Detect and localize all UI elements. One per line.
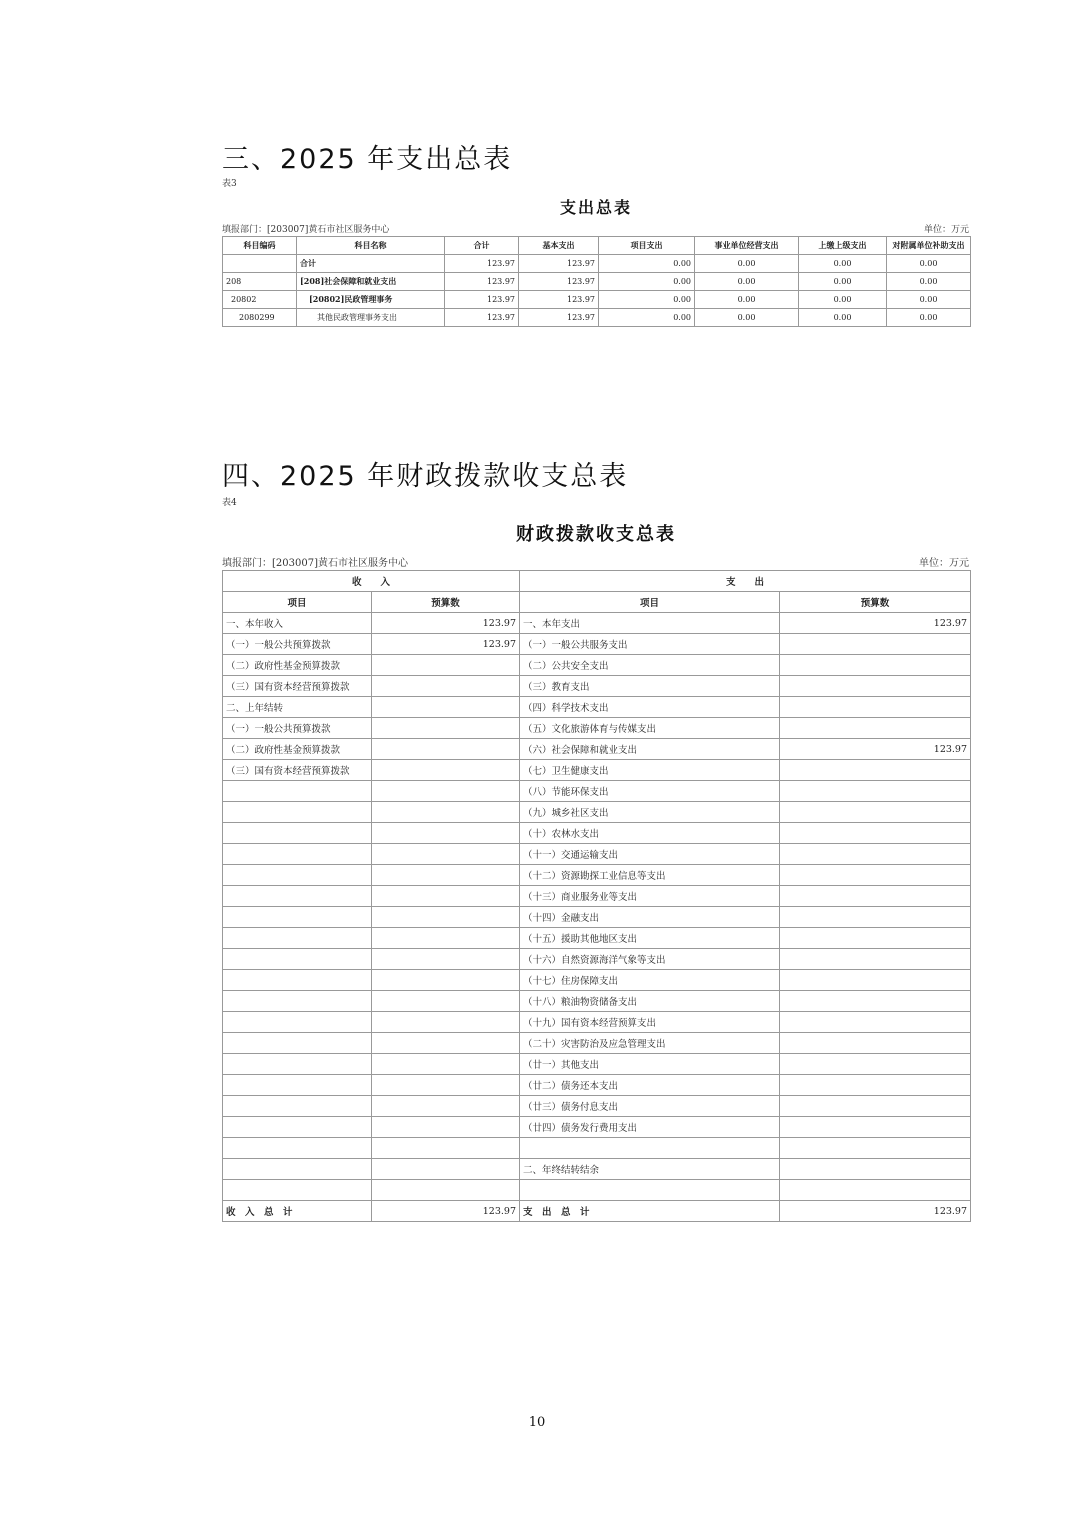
expense-item-cell: （廿一）其他支出 xyxy=(520,1054,780,1075)
income-budget-cell xyxy=(372,1012,520,1033)
table-cell: 0.00 xyxy=(599,291,695,309)
table-row xyxy=(223,928,971,949)
table-row xyxy=(223,844,971,865)
income-item-cell xyxy=(223,1012,372,1033)
income-item-cell xyxy=(223,823,372,844)
table-row xyxy=(223,718,971,739)
table-total-row xyxy=(223,1201,971,1222)
income-budget-cell xyxy=(372,718,520,739)
expense-budget-cell xyxy=(780,718,971,739)
income-item-cell xyxy=(223,886,372,907)
expense-item-cell: （廿二）债务还本支出 xyxy=(520,1075,780,1096)
income-item-cell xyxy=(223,970,372,991)
expense-budget-cell xyxy=(780,865,971,886)
table-row xyxy=(223,1138,971,1159)
expense-budget-cell xyxy=(780,928,971,949)
table-row xyxy=(223,1096,971,1117)
expense-item-cell: （十一）交通运输支出 xyxy=(520,844,780,865)
income-item-cell xyxy=(223,1054,372,1075)
expense-item-cell xyxy=(520,1180,780,1201)
income-budget-cell xyxy=(372,823,520,844)
expense-item-cell: （一）一般公共服务支出 xyxy=(520,634,780,655)
expense-budget-cell xyxy=(780,1117,971,1138)
table-cell: 0.00 xyxy=(599,309,695,327)
table-row xyxy=(223,970,971,991)
expense-item-cell: （八）节能环保支出 xyxy=(520,781,780,802)
income-budget-cell xyxy=(372,697,520,718)
income-item-cell xyxy=(223,928,372,949)
table-row xyxy=(223,1159,971,1180)
expense-item-cell: （三）教育支出 xyxy=(520,676,780,697)
expense-total-label: 支 出 总 计 xyxy=(520,1201,780,1222)
table-header-row xyxy=(223,237,971,255)
header-cell: 预算数 xyxy=(780,592,971,613)
table-cell: 123.97 xyxy=(445,309,519,327)
table-row xyxy=(223,760,971,781)
income-item-cell: （二）政府性基金预算拨款 xyxy=(223,739,372,760)
expense-budget-cell xyxy=(780,823,971,844)
expense-budget-cell xyxy=(780,1033,971,1054)
income-budget-cell: 123.97 xyxy=(372,613,520,634)
income-item-cell xyxy=(223,865,372,886)
income-item-cell xyxy=(223,991,372,1012)
expense-budget-cell xyxy=(780,844,971,865)
table-header-row xyxy=(223,592,971,613)
income-total-label: 收 入 总 计 xyxy=(223,1201,372,1222)
income-item-cell xyxy=(223,949,372,970)
table-cell: 0.00 xyxy=(695,273,799,291)
expense-item-cell: （十五）援助其他地区支出 xyxy=(520,928,780,949)
expense-summary-table xyxy=(222,236,971,327)
income-item-cell xyxy=(223,1180,372,1201)
table-cell: [208]社会保障和就业支出 xyxy=(297,273,445,291)
table-group-header-row xyxy=(223,571,971,592)
table-row xyxy=(223,802,971,823)
expense-item-cell: （二）公共安全支出 xyxy=(520,655,780,676)
income-budget-cell xyxy=(372,1075,520,1096)
income-budget-cell xyxy=(372,1159,520,1180)
expense-budget-cell: 123.97 xyxy=(780,613,971,634)
expense-budget-cell xyxy=(780,655,971,676)
income-total-value: 123.97 xyxy=(372,1201,520,1222)
header-cell: 上缴上级支出 xyxy=(799,237,887,255)
income-budget-cell xyxy=(372,1138,520,1159)
table-cell: 0.00 xyxy=(695,255,799,273)
header-cell: 基本支出 xyxy=(519,237,599,255)
table-cell: 123.97 xyxy=(445,255,519,273)
income-item-cell: （二）政府性基金预算拨款 xyxy=(223,655,372,676)
table-row xyxy=(223,676,971,697)
table-cell: 123.97 xyxy=(519,255,599,273)
expense-item-cell: （十三）商业服务业等支出 xyxy=(520,886,780,907)
table-row xyxy=(223,291,971,309)
income-budget-cell xyxy=(372,655,520,676)
expense-total-value: 123.97 xyxy=(780,1201,971,1222)
header-cell: 对附属单位补助支出 xyxy=(887,237,971,255)
table-cell xyxy=(223,255,297,273)
table-cell: 0.00 xyxy=(887,291,971,309)
section3-title: 三、2025 年支出总表 xyxy=(222,144,513,175)
table4-number: 表4 xyxy=(222,498,237,508)
table-cell: 123.97 xyxy=(519,273,599,291)
table-row xyxy=(223,1117,971,1138)
income-item-cell: 一、本年收入 xyxy=(223,613,372,634)
income-budget-cell xyxy=(372,1117,520,1138)
expense-item-cell: （十）农林水支出 xyxy=(520,823,780,844)
income-budget-cell xyxy=(372,1054,520,1075)
income-budget-cell xyxy=(372,970,520,991)
table-row xyxy=(223,991,971,1012)
table-row xyxy=(223,613,971,634)
income-budget-cell xyxy=(372,1033,520,1054)
income-budget-cell xyxy=(372,991,520,1012)
table-row xyxy=(223,1012,971,1033)
table-row xyxy=(223,1033,971,1054)
income-budget-cell xyxy=(372,760,520,781)
fiscal-appropriation-table xyxy=(222,570,971,1222)
expense-budget-cell xyxy=(780,1054,971,1075)
expense-item-cell: 一、本年支出 xyxy=(520,613,780,634)
table-cell: 2080299 xyxy=(223,309,297,327)
table3-dept: 填报部门：[203007]黄石市社区服务中心 xyxy=(222,225,390,235)
expense-budget-cell xyxy=(780,907,971,928)
expense-budget-cell xyxy=(780,1138,971,1159)
expense-item-cell: （十九）国有资本经营预算支出 xyxy=(520,1012,780,1033)
table-cell: 0.00 xyxy=(887,273,971,291)
expense-item-cell: 二、年终结转结余 xyxy=(520,1159,780,1180)
header-cell: 项目 xyxy=(223,592,372,613)
table-cell: 0.00 xyxy=(799,291,887,309)
table-row xyxy=(223,886,971,907)
table3-title: 支出总表 xyxy=(559,198,632,217)
table3-unit: 单位：万元 xyxy=(923,225,969,235)
expense-budget-cell xyxy=(780,760,971,781)
expense-budget-cell: 123.97 xyxy=(780,739,971,760)
expense-item-cell: （十二）资源勘探工业信息等支出 xyxy=(520,865,780,886)
expense-header: 支 出 xyxy=(520,571,971,592)
expense-budget-cell xyxy=(780,676,971,697)
income-item-cell: （一）一般公共预算拨款 xyxy=(223,634,372,655)
table-cell: 0.00 xyxy=(695,309,799,327)
expense-budget-cell xyxy=(780,886,971,907)
table4-unit: 单位：万元 xyxy=(919,558,969,569)
income-item-cell xyxy=(223,1159,372,1180)
expense-budget-cell xyxy=(780,634,971,655)
income-item-cell xyxy=(223,844,372,865)
header-cell: 合计 xyxy=(445,237,519,255)
table-cell: 0.00 xyxy=(599,255,695,273)
expense-item-cell: （廿三）债务付息支出 xyxy=(520,1096,780,1117)
header-cell: 预算数 xyxy=(372,592,520,613)
income-budget-cell xyxy=(372,1180,520,1201)
expense-budget-cell xyxy=(780,1075,971,1096)
table-cell: 208 xyxy=(223,273,297,291)
income-item-cell: （一）一般公共预算拨款 xyxy=(223,718,372,739)
expense-item-cell: （六）社会保障和就业支出 xyxy=(520,739,780,760)
table-cell: 0.00 xyxy=(799,255,887,273)
table-cell: 0.00 xyxy=(695,291,799,309)
table-row xyxy=(223,1180,971,1201)
table-cell: 其他民政管理事务支出 xyxy=(297,309,445,327)
expense-budget-cell xyxy=(780,781,971,802)
table4-dept: 填报部门：[203007]黄石市社区服务中心 xyxy=(222,558,408,569)
table-cell: 0.00 xyxy=(887,309,971,327)
income-item-cell xyxy=(223,1138,372,1159)
expense-item-cell: （四）科学技术支出 xyxy=(520,697,780,718)
income-item-cell xyxy=(223,907,372,928)
table-cell: [20802]民政管理事务 xyxy=(297,291,445,309)
header-cell: 项目支出 xyxy=(599,237,695,255)
income-budget-cell xyxy=(372,1096,520,1117)
expense-item-cell: （十七）住房保障支出 xyxy=(520,970,780,991)
table-row xyxy=(223,255,971,273)
header-cell: 科目名称 xyxy=(297,237,445,255)
income-budget-cell xyxy=(372,865,520,886)
expense-budget-cell xyxy=(780,1096,971,1117)
expense-item-cell: （七）卫生健康支出 xyxy=(520,760,780,781)
expense-item-cell: （十四）金融支出 xyxy=(520,907,780,928)
table-cell: 0.00 xyxy=(799,309,887,327)
expense-item-cell: （十八）粮油物资储备支出 xyxy=(520,991,780,1012)
table-cell: 123.97 xyxy=(445,273,519,291)
table-cell: 0.00 xyxy=(799,273,887,291)
income-item-cell xyxy=(223,802,372,823)
table-row xyxy=(223,655,971,676)
income-item-cell xyxy=(223,1033,372,1054)
table-row xyxy=(223,823,971,844)
income-budget-cell xyxy=(372,907,520,928)
table-row xyxy=(223,1054,971,1075)
table-row xyxy=(223,634,971,655)
income-budget-cell xyxy=(372,739,520,760)
expense-item-cell: （十六）自然资源海洋气象等支出 xyxy=(520,949,780,970)
table-row xyxy=(223,907,971,928)
table-cell: 0.00 xyxy=(599,273,695,291)
income-budget-cell xyxy=(372,802,520,823)
expense-budget-cell xyxy=(780,949,971,970)
expense-budget-cell xyxy=(780,1180,971,1201)
income-item-cell: （三）国有资本经营预算拨款 xyxy=(223,676,372,697)
table-cell: 20802 xyxy=(223,291,297,309)
expense-budget-cell xyxy=(780,802,971,823)
income-budget-cell xyxy=(372,676,520,697)
table3-number: 表3 xyxy=(222,179,237,189)
table-cell: 合计 xyxy=(297,255,445,273)
table-cell: 123.97 xyxy=(519,309,599,327)
table4-title: 财政拨款收支总表 xyxy=(516,524,676,545)
header-cell: 科目编码 xyxy=(223,237,297,255)
header-cell: 事业单位经营支出 xyxy=(695,237,799,255)
expense-item-cell: （廿四）债务发行费用支出 xyxy=(520,1117,780,1138)
header-cell: 项目 xyxy=(520,592,780,613)
table-row xyxy=(223,781,971,802)
income-budget-cell xyxy=(372,844,520,865)
income-item-cell xyxy=(223,1075,372,1096)
table-row xyxy=(223,949,971,970)
income-budget-cell xyxy=(372,928,520,949)
table-row xyxy=(223,697,971,718)
table-body xyxy=(223,613,971,1201)
expense-item-cell xyxy=(520,1138,780,1159)
expense-item-cell: （五）文化旅游体育与传媒支出 xyxy=(520,718,780,739)
expense-budget-cell xyxy=(780,697,971,718)
income-item-cell xyxy=(223,1117,372,1138)
table-row xyxy=(223,739,971,760)
table-cell: 0.00 xyxy=(887,255,971,273)
page-number: 10 xyxy=(528,1415,546,1430)
table-cell: 123.97 xyxy=(519,291,599,309)
expense-budget-cell xyxy=(780,991,971,1012)
income-budget-cell xyxy=(372,886,520,907)
section4-title: 四、2025 年财政拨款收支总表 xyxy=(222,461,629,492)
income-budget-cell xyxy=(372,781,520,802)
table-row xyxy=(223,273,971,291)
expense-budget-cell xyxy=(780,1012,971,1033)
table-row xyxy=(223,1075,971,1096)
income-item-cell: 二、上年结转 xyxy=(223,697,372,718)
income-budget-cell xyxy=(372,949,520,970)
expense-item-cell: （九）城乡社区支出 xyxy=(520,802,780,823)
expense-item-cell: （二十）灾害防治及应急管理支出 xyxy=(520,1033,780,1054)
income-item-cell xyxy=(223,1096,372,1117)
income-budget-cell: 123.97 xyxy=(372,634,520,655)
table-row xyxy=(223,865,971,886)
expense-budget-cell xyxy=(780,970,971,991)
expense-budget-cell xyxy=(780,1159,971,1180)
income-item-cell xyxy=(223,781,372,802)
income-item-cell: （三）国有资本经营预算拨款 xyxy=(223,760,372,781)
table-row xyxy=(223,309,971,327)
income-header: 收 入 xyxy=(223,571,520,592)
table-cell: 123.97 xyxy=(445,291,519,309)
